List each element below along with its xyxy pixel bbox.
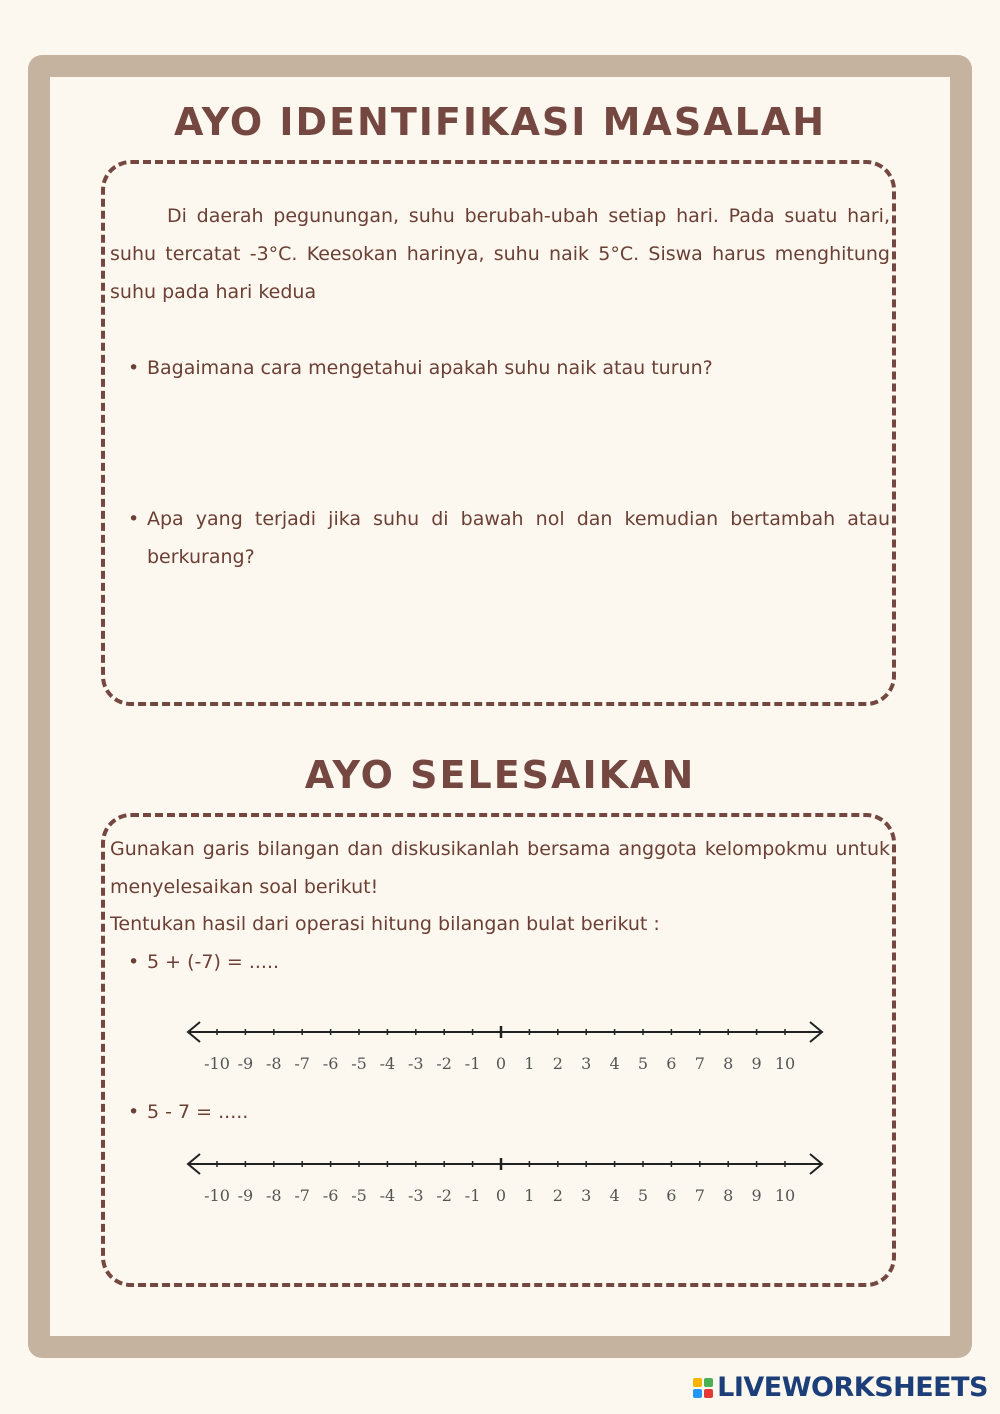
- tick-label: -5: [351, 1054, 367, 1073]
- tick-label: -7: [294, 1054, 310, 1073]
- tick-label: 2: [552, 1186, 563, 1205]
- question-2: Apa yang terjadi jika suhu di bawah nol dan kemudian bertambah atau berkurang?: [147, 508, 890, 568]
- tick-label: -3: [408, 1054, 424, 1073]
- tick-label: 6: [666, 1186, 677, 1205]
- number-line-2: [180, 1144, 830, 1214]
- section2-title: AYO SELESAIKAN: [304, 753, 696, 797]
- tick-label: -7: [294, 1186, 310, 1205]
- brand-name: LIVEWORKSHEETS: [717, 1372, 988, 1403]
- tick-label: 7: [694, 1186, 705, 1205]
- tick-label: -5: [351, 1186, 367, 1205]
- tick-label: 9: [751, 1054, 762, 1073]
- tick-label: -10: [204, 1054, 230, 1073]
- tick-label: 3: [581, 1054, 592, 1073]
- tick-label: -6: [322, 1186, 339, 1205]
- tick-label: -2: [436, 1054, 452, 1073]
- number-line-1: [180, 1012, 830, 1082]
- tick-label: 5: [637, 1054, 649, 1073]
- section2-instruction: Gunakan garis bilangan dan diskusikanlah bersama anggota kelompokmu untuk menyelesaikan soal berikut!: [110, 838, 890, 898]
- tick-label: -8: [266, 1054, 282, 1073]
- tick-label: 1: [524, 1054, 535, 1073]
- bullet-dot: •: [128, 1101, 140, 1123]
- tick-label: 8: [723, 1054, 734, 1073]
- tick-label: -3: [408, 1186, 424, 1205]
- problem-2: 5 - 7 = .....: [147, 1101, 249, 1123]
- liveworksheets-logo-icon: [693, 1378, 713, 1398]
- tick-label: 5: [637, 1186, 649, 1205]
- tick-label: 7: [694, 1054, 705, 1073]
- tick-label: -10: [204, 1186, 230, 1205]
- tick-label: -6: [322, 1054, 339, 1073]
- section1-paragraph: Di daerah pegunungan, suhu berubah-ubah setiap hari. Pada suatu hari, suhu tercatat -3°C. Keesokan harinya, suhu naik 5°C. Siswa harus menghitung suhu pada hari kedua: [110, 205, 890, 303]
- problem-1: 5 + (-7) = .....: [147, 951, 280, 973]
- tick-label: -9: [237, 1186, 254, 1205]
- tick-label: 0: [495, 1054, 507, 1073]
- tick-label: -2: [436, 1186, 452, 1205]
- section2-prompt: Tentukan hasil dari operasi hitung bilangan bulat berikut :: [110, 913, 660, 935]
- tick-label: 6: [666, 1054, 677, 1073]
- tick-label: 10: [774, 1186, 796, 1205]
- question-1: Bagaimana cara mengetahui apakah suhu naik atau turun?: [147, 357, 713, 379]
- tick-label: 2: [552, 1054, 563, 1073]
- tick-label: 0: [495, 1186, 507, 1205]
- tick-label: -4: [379, 1186, 396, 1205]
- tick-label: 8: [723, 1186, 734, 1205]
- section1-title: AYO IDENTIFIKASI MASALAH: [173, 100, 827, 144]
- tick-label: 9: [751, 1186, 762, 1205]
- liveworksheets-brand: [693, 1372, 988, 1403]
- bullet-dot: •: [128, 951, 140, 973]
- tick-label: 4: [609, 1186, 620, 1205]
- tick-label: 4: [609, 1054, 620, 1073]
- tick-label: -4: [379, 1054, 396, 1073]
- tick-label: 3: [581, 1186, 592, 1205]
- bullet-dot: •: [128, 357, 140, 379]
- tick-label: 1: [524, 1186, 535, 1205]
- tick-label: -9: [237, 1054, 254, 1073]
- tick-label: -1: [464, 1054, 481, 1073]
- tick-label: 10: [774, 1054, 796, 1073]
- bullet-dot: •: [128, 508, 140, 530]
- tick-label: -8: [266, 1186, 282, 1205]
- tick-label: -1: [464, 1186, 481, 1205]
